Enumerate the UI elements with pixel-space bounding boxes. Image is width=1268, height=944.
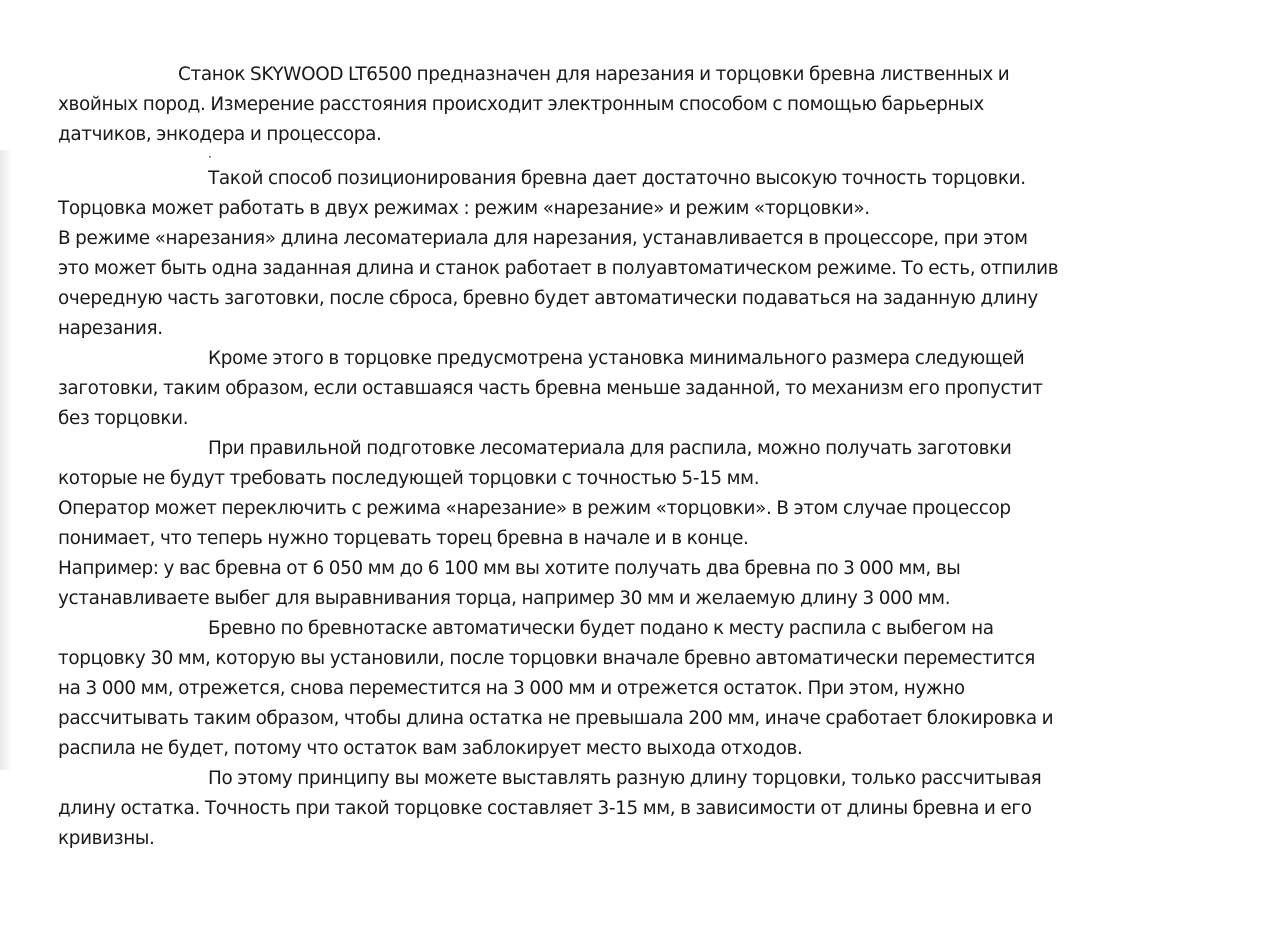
text-line: В режиме «нарезания» длина лесоматериала для нарезания, устанавливается в процессоре, при этом xyxy=(58,228,1028,249)
text-line: длину остатка. Точность при такой торцовке составляет 3-15 мм, в зависимости от длины бревна и его xyxy=(58,798,1032,819)
page-edge-shadow xyxy=(0,150,12,770)
text-line: По этому принципу вы можете выставлять разную длину торцовки, только рассчитывая xyxy=(208,768,1042,789)
text-line: Бревно по бревнотаске автоматически будет подано к месту распила с выбегом на xyxy=(208,618,994,639)
text-line: Станок SKYWOOD LT6500 предназначен для нарезания и торцовки бревна лиственных и xyxy=(178,64,1010,85)
text-line: датчиков, энкодера и процессора. xyxy=(58,124,382,145)
text-line: очередную часть заготовки, после сброса, бревно будет автоматически подаваться на заданную длину xyxy=(58,288,1038,309)
text-line: заготовки, таким образом, если оставшаяся часть бревна меньше заданной, то механизм его пропустит xyxy=(58,378,1043,399)
text-line: распила не будет, потому что остаток вам заблокирует место выхода отходов. xyxy=(58,738,803,759)
text-line: это может быть одна заданная длина и станок работает в полуавтоматическом режиме. То есть, отпилив xyxy=(58,258,1059,279)
text-line: Торцовка может работать в двух режимах : режим «нарезание» и режим «торцовки». xyxy=(58,198,870,219)
paragraph-accuracy xyxy=(58,764,1198,854)
paragraph-cutting-sequence xyxy=(58,614,1198,764)
text-line: устанавливаете выбег для выравнивания торца, например 30 мм и желаемую длину 3 000 мм. xyxy=(58,588,951,609)
text-line: рассчитывать таким образом, чтобы длина остатка не превышала 200 мм, иначе сработает блокировка и xyxy=(58,708,1054,729)
paragraph-minimum-size xyxy=(58,344,1198,434)
text-line: хвойных пород. Измерение расстояния происходит электронным способом с помощью барьерных xyxy=(58,94,984,115)
text-line: которые не будут требовать последующей торцовки с точностью 5-15 мм. xyxy=(58,468,760,489)
document-body xyxy=(58,60,1198,854)
text-line: понимает, что теперь нужно торцевать торец бревна в начале и в конце. xyxy=(58,528,749,549)
paragraph-intro xyxy=(58,60,1198,150)
text-line: без торцовки. xyxy=(58,408,189,429)
text-line: на 3 000 мм, отрежется, снова переместится на 3 000 мм и отрежется остаток. При этом, нужно xyxy=(58,678,965,699)
text-line: кривизны. xyxy=(58,828,155,849)
paragraph-preparation xyxy=(58,434,1198,614)
text-line: Кроме этого в торцовке предусмотрена установка минимального размера следующей xyxy=(208,348,1025,369)
paragraph-positioning xyxy=(58,164,1198,344)
text-line: Например: у вас бревна от 6 050 мм до 6 100 мм вы хотите получать два бревна по 3 000 мм, вы xyxy=(58,558,961,579)
text-line: При правильной подготовке лесоматериала для распила, можно получать заготовки xyxy=(208,438,1012,459)
text-line: Такой способ позиционирования бревна дает достаточно высокую точность торцовки. xyxy=(208,168,1026,189)
text-line: нарезания. xyxy=(58,318,163,339)
text-line: торцовку 30 мм, которую вы установили, после торцовки вначале бревно автоматически переместится xyxy=(58,648,1035,669)
text-line: Оператор может переключить с режима «нарезание» в режим «торцовки». В этом случае процессор xyxy=(58,498,1011,519)
stray-dot-marker: · xyxy=(208,150,212,164)
